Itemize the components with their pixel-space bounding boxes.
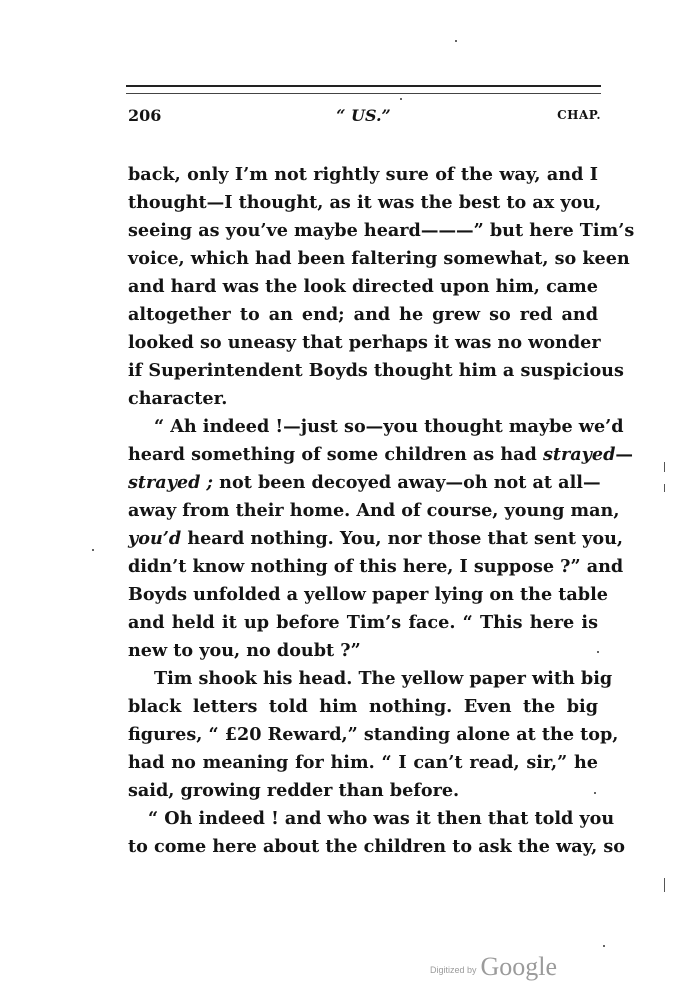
text-line: figures, “ £20 Reward,” standing alone at the top, [128,724,619,745]
scan-speck [594,792,596,794]
text-segment: heard nothing. You, nor those that sent you, [181,528,624,549]
watermark-prefix: Digitized by [430,965,477,975]
text-line [128,525,624,553]
italic-word: strayed ; [128,472,214,493]
text-line [128,469,601,497]
running-title: “ US.” [336,106,391,125]
page-number: 206 [128,106,162,125]
text-line: black letters told him nothing. Even the big [128,696,598,717]
text-line: voice, which had been faltering somewhat, so keen [128,248,630,269]
text-line: back, only I’m not rightly sure of the way, and I [128,164,598,185]
text-line: altogether to an end; and he grew so red and [128,304,598,325]
text-line: said, growing redder than before. [128,780,460,801]
text-segment: not been decoyed away—oh not at all— [213,472,601,493]
text-line: new to you, no doubt ?” [128,640,361,661]
scan-mark [664,462,665,472]
text-line: Tim shook his head. The yellow paper with big [154,668,613,689]
body-text [128,161,635,861]
scan-mark [664,484,665,492]
scan-speck [603,945,605,947]
text-line: didn’t know nothing of this here, I suppose ?” and [128,556,624,577]
digitized-watermark [430,950,557,980]
text-line: if Superintendent Boyds thought him a suspicious [128,360,624,381]
scan-mark [664,878,665,892]
text-line: character. [128,388,228,409]
scan-speck [455,40,457,42]
google-logo: Google [480,952,558,981]
scan-speck [597,651,599,653]
running-header [126,106,601,130]
text-line [128,441,633,469]
header-rule-top [126,85,601,87]
scan-speck [92,549,94,551]
italic-word: you’d [128,528,182,549]
scan-speck [400,98,402,100]
header-rule-bottom [126,93,601,94]
text-segment: — [615,444,633,465]
text-line: to come here about the children to ask the way, so [128,836,626,857]
text-line: and held it up before Tim’s face. “ This here is [128,612,598,633]
text-line: “ Oh indeed ! and who was it then that told you [148,808,615,829]
text-line: looked so uneasy that perhaps it was no wonder [128,332,601,353]
italic-word: strayed [542,444,616,465]
text-line: “ Ah indeed !—just so—you thought maybe we’d [154,416,624,437]
text-segment: heard something of some children as had [128,444,543,465]
text-line: seeing as you’ve maybe heard———” but here Tim’s [128,220,635,241]
text-line: had no meaning for him. “ I can’t read, sir,” he [128,752,598,773]
text-line: and hard was the look directed upon him, came [128,276,598,297]
text-line: thought—I thought, as it was the best to ax you, [128,192,602,213]
text-line: Boyds unfolded a yellow paper lying on the table [128,584,608,605]
chapter-label: CHAP. [557,108,601,122]
text-line: away from their home. And of course, young man, [128,500,620,521]
